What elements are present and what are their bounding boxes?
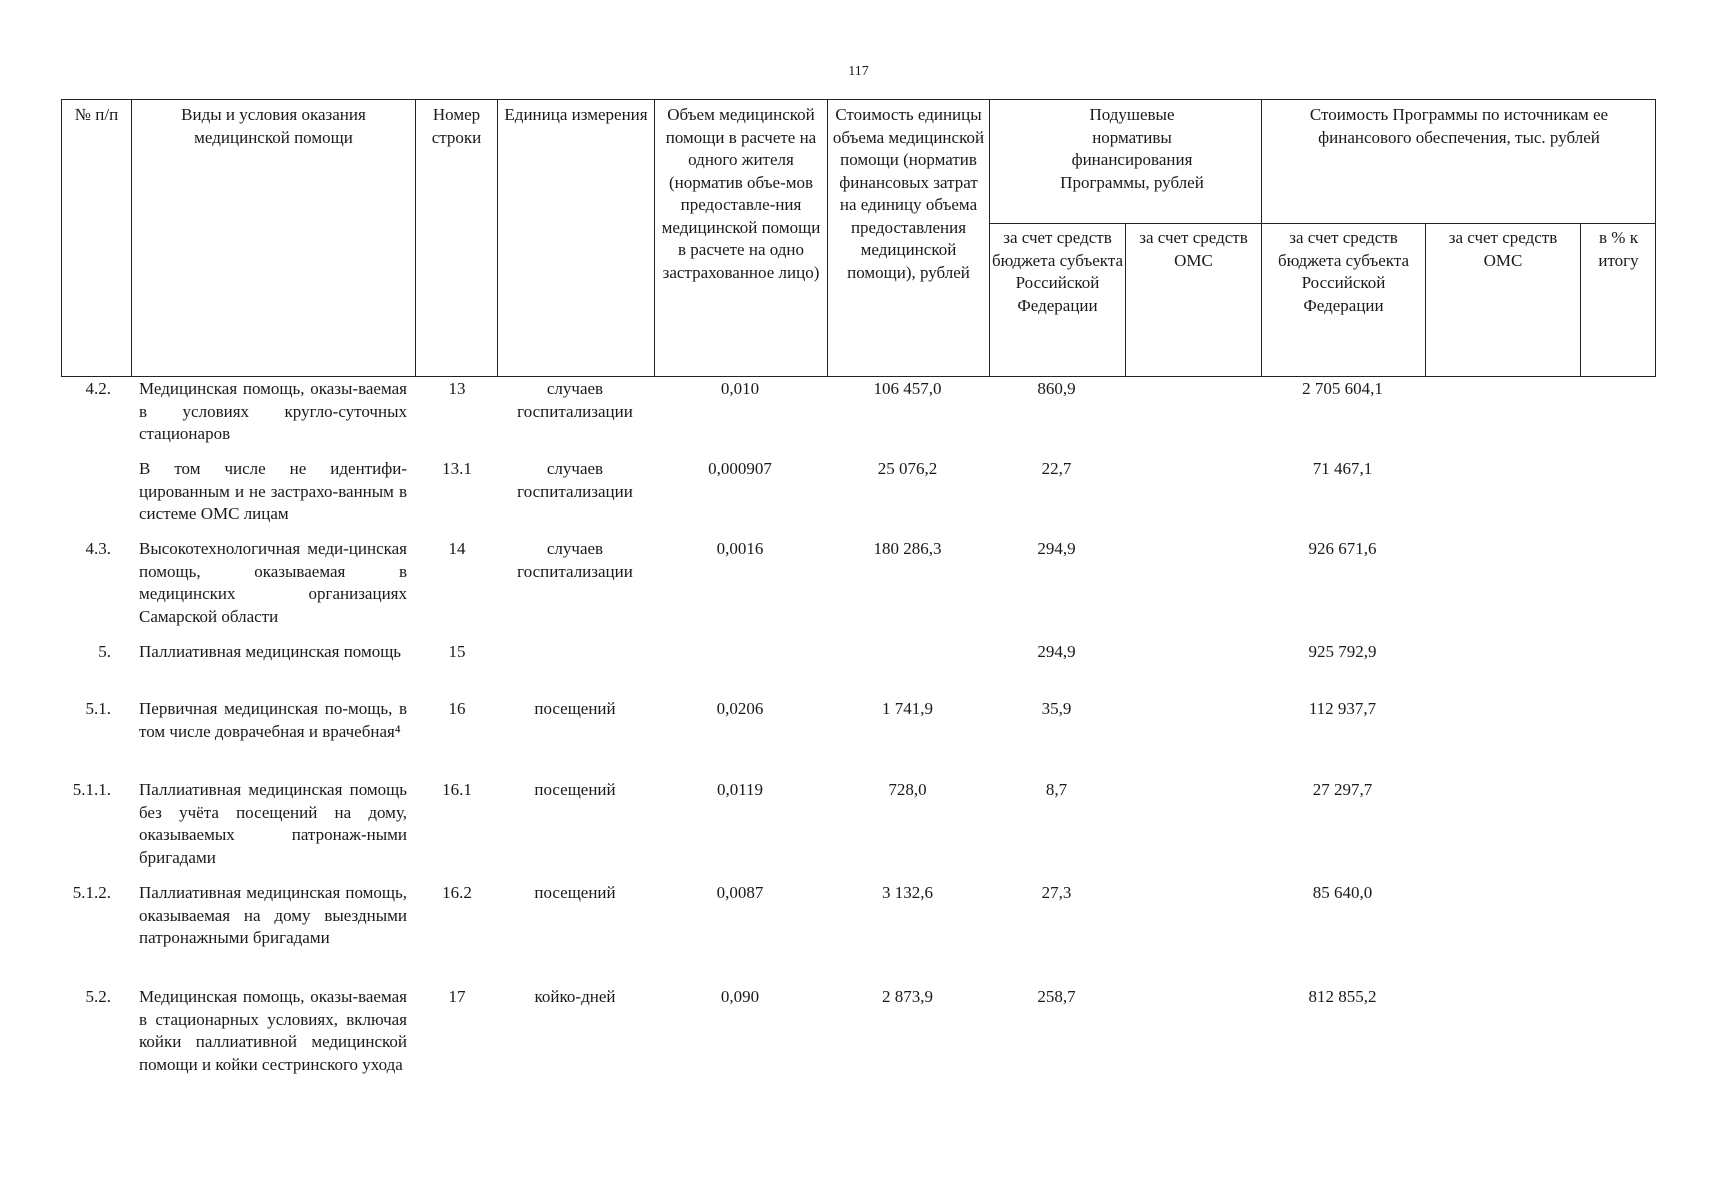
- header-line: Номер строки: [431, 105, 482, 147]
- cell-num: 5.: [98, 642, 111, 661]
- cell-unit: случаев госпитализации: [517, 459, 633, 501]
- cell-cost: 2 873,9: [882, 987, 933, 1006]
- header-program-budget: за счет средств бюджета субъекта Российской Федерации: [1277, 228, 1409, 315]
- header-cost: Стоимость единицы объема медицинской помощи (норматив финансовых затрат на единицу объема предоставления медицинской помощи), рублей: [832, 105, 985, 282]
- cell-cost: 180 286,3: [873, 539, 942, 558]
- cell-num: 5.2.: [85, 987, 111, 1006]
- cell-percapita-budget: 8,7: [1045, 780, 1068, 799]
- cell-line: 16.1: [442, 780, 472, 799]
- cell-line: 13.1: [442, 459, 472, 478]
- cell-unit: посещений: [534, 699, 616, 718]
- page-number: 117: [848, 64, 869, 79]
- cell-program-budget: 71 467,1: [1312, 459, 1373, 478]
- cell-line: 15: [448, 642, 466, 661]
- cell-num: 5.1.2.: [72, 883, 111, 902]
- cell-num: 5.1.1.: [72, 780, 111, 799]
- cell-percapita-budget: 294,9: [1037, 642, 1076, 661]
- header-program-pct: в % к итогу: [1598, 228, 1639, 270]
- cell-type: Медицинская помощь, оказы-ваемая в условиях кругло-суточных стационаров: [139, 379, 407, 443]
- cell-num: 5.1.: [85, 699, 111, 718]
- cell-type: Первичная медицинская по-мощь, в том числе доврачебная и врачебная⁴: [139, 699, 407, 741]
- header-program-oms: за счет средств ОМС: [1448, 228, 1558, 270]
- cell-line: 16: [448, 699, 466, 718]
- cell-percapita-budget: 27,3: [1041, 883, 1072, 902]
- cell-type: Паллиативная медицинская помощь: [139, 642, 402, 661]
- cell-volume: 0,090: [720, 987, 760, 1006]
- cell-program-budget: 926 671,6: [1308, 539, 1377, 558]
- cell-num: 4.2.: [85, 379, 111, 398]
- cell-program-budget: 812 855,2: [1308, 987, 1377, 1006]
- cell-percapita-budget: 258,7: [1037, 987, 1076, 1006]
- header-percapita-budget: за счет средств бюджета субъекта Российской Федерации: [992, 228, 1124, 315]
- cell-cost: 1 741,9: [882, 699, 933, 718]
- cell-type: Паллиативная медицинская помощь, оказываемая на дому выездными патронажными бригадами: [139, 883, 407, 947]
- cell-unit: посещений: [534, 780, 616, 799]
- cell-cost: 25 076,2: [877, 459, 938, 478]
- table-header: [61, 99, 1656, 377]
- cell-unit: случаев госпитализации: [517, 539, 633, 581]
- header-num: № п/п: [74, 105, 119, 124]
- header-unit: Единица измерения: [504, 105, 648, 124]
- header-percapita-oms: за счет средств ОМС: [1139, 228, 1248, 270]
- cell-unit: случаев госпитализации: [517, 379, 633, 421]
- cell-type: Паллиативная медицинская помощь без учёта посещений на дому, оказываемых патронаж-ными бригадами: [139, 780, 407, 867]
- cell-program-budget: 112 937,7: [1308, 699, 1377, 718]
- cell-num: 4.3.: [85, 539, 111, 558]
- cell-percapita-budget: 860,9: [1037, 379, 1076, 398]
- cell-percapita-budget: 35,9: [1041, 699, 1072, 718]
- cell-volume: 0,0016: [716, 539, 764, 558]
- cell-program-budget: 2 705 604,1: [1302, 379, 1383, 398]
- cell-volume: 0,010: [720, 379, 760, 398]
- cell-line: 14: [448, 539, 466, 558]
- header-type: Виды и условия оказания медицинской помощи: [181, 105, 366, 147]
- header-program-group: Стоимость Программы по источникам ее финансового обеспечения, тыс. рублей: [1309, 105, 1609, 147]
- header-volume: Объем медицинской помощи в расчете на одного жителя (норматив объе-мов предоставле-ния медицинской помощи в расчете на одно застрахованное лицо): [661, 105, 821, 282]
- cell-line: 17: [448, 987, 466, 1006]
- cell-unit: посещений: [534, 883, 616, 902]
- cell-volume: 0,0119: [716, 780, 764, 799]
- cell-percapita-budget: 22,7: [1041, 459, 1072, 478]
- cell-program-budget: 925 792,9: [1308, 642, 1377, 661]
- cell-type: Высокотехнологичная меди-цинская помощь, оказываемая в медицинских организациях Самарской области: [139, 539, 407, 626]
- cell-unit: койко-дней: [534, 987, 616, 1006]
- cell-percapita-budget: 294,9: [1037, 539, 1076, 558]
- cell-volume: 0,0206: [716, 699, 764, 718]
- cell-line: 16.2: [442, 883, 472, 902]
- header-percapita-group: Подушевые нормативы финансирования Программы, рублей: [1060, 105, 1204, 192]
- cell-volume: 0,0087: [716, 883, 764, 902]
- cell-volume: 0,000907: [708, 459, 772, 478]
- cell-type: Медицинская помощь, оказы-ваемая в стационарных условиях, включая койки паллиативной медицинской помощи и койки сестринского ухода: [139, 987, 407, 1074]
- cell-cost: 728,0: [888, 780, 927, 799]
- cell-type: В том числе не идентифи-цированным и не застрахо-ванным в системе ОМС лицам: [139, 459, 407, 523]
- cell-cost: 106 457,0: [873, 379, 942, 398]
- cell-cost: 3 132,6: [882, 883, 933, 902]
- cell-program-budget: 85 640,0: [1312, 883, 1373, 902]
- cell-line: 13: [448, 379, 466, 398]
- cell-program-budget: 27 297,7: [1312, 780, 1373, 799]
